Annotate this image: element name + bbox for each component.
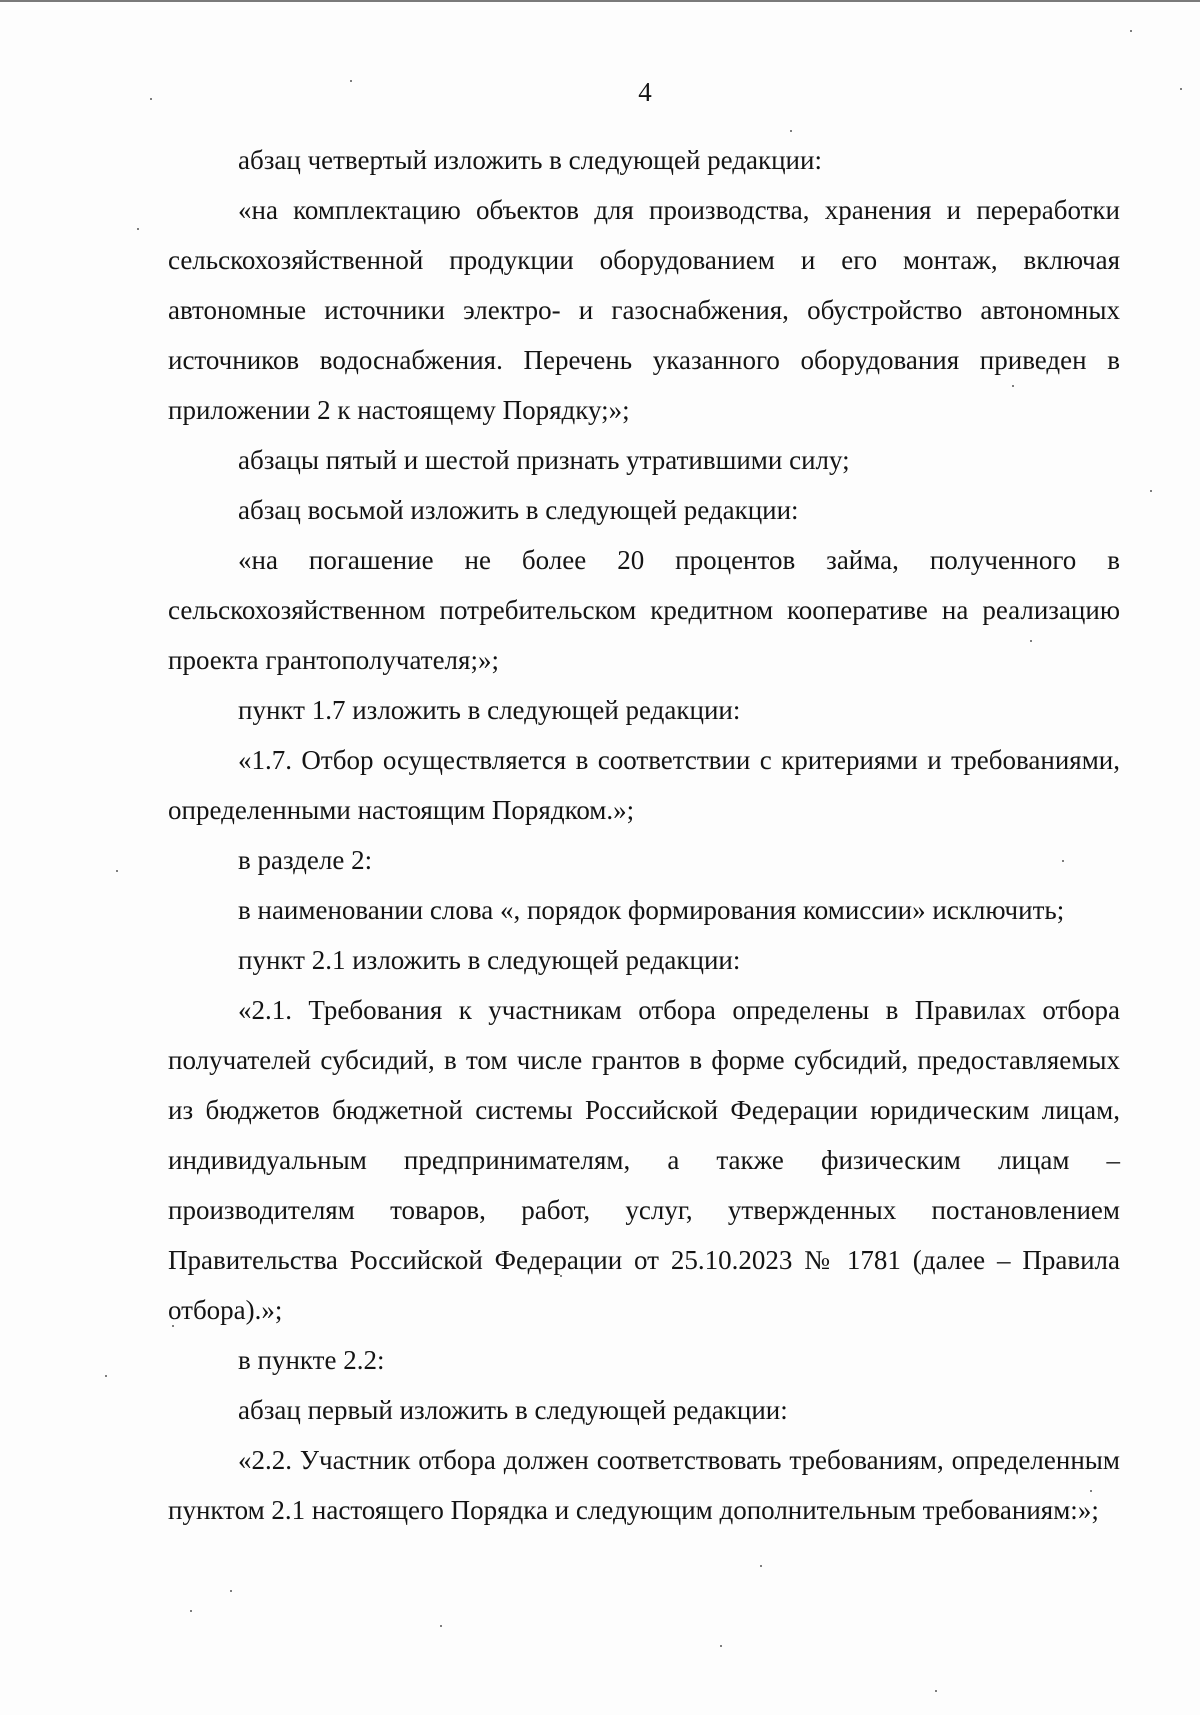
scan-speck bbox=[1180, 88, 1182, 90]
scan-speck bbox=[440, 1625, 442, 1627]
scan-speck bbox=[230, 1590, 232, 1592]
scan-speck bbox=[935, 1690, 937, 1692]
scan-speck bbox=[190, 1610, 192, 1612]
scan-speck bbox=[350, 80, 352, 82]
paragraph: пункт 1.7 изложить в следующей редакции: bbox=[238, 695, 741, 725]
scan-speck bbox=[1012, 385, 1014, 387]
document-body bbox=[168, 135, 1120, 1535]
scan-speck bbox=[137, 228, 139, 230]
scan-speck bbox=[105, 1375, 107, 1377]
scan-speck bbox=[790, 130, 792, 132]
paragraph: «на погашение не более 20 процентов займа, полученного в сельскохозяйственном потребительском кредитном кооперативе на реализацию проекта грантополучателя;»; bbox=[168, 545, 1120, 675]
paragraph: абзац восьмой изложить в следующей редакции: bbox=[238, 495, 799, 525]
scan-speck bbox=[1090, 1490, 1092, 1492]
scan-speck bbox=[760, 1565, 762, 1567]
paragraph: абзацы пятый и шестой признать утратившими силу; bbox=[238, 445, 850, 475]
page-number: 4 bbox=[638, 77, 652, 107]
paragraph: «2.2. Участник отбора должен соответствовать требованиям, определенным пунктом 2.1 настоящего Порядка и следующим дополнительным требованиям:»; bbox=[168, 1445, 1120, 1525]
paragraph: абзац первый изложить в следующей редакции: bbox=[238, 1395, 788, 1425]
paragraph: в пункте 2.2: bbox=[238, 1345, 385, 1375]
paragraph: в наименовании слова «, порядок формирования комиссии» исключить; bbox=[238, 895, 1065, 925]
paragraph: «1.7. Отбор осуществляется в соответствии с критериями и требованиями, определенными настоящим Порядком.»; bbox=[168, 745, 1120, 825]
paragraph: «на комплектацию объектов для производства, хранения и переработки сельскохозяйственной продукции оборудованием и его монтаж, включая автономные источники электро- и газоснабжения, обустройство автономных источников водоснабжения. Перечень указанного оборудования приведен в приложении 2 к настоящему Порядку;»; bbox=[168, 195, 1120, 425]
paragraph: пункт 2.1 изложить в следующей редакции: bbox=[238, 945, 741, 975]
scan-speck bbox=[1062, 860, 1064, 862]
scan-speck bbox=[560, 1275, 562, 1277]
scan-speck bbox=[1030, 640, 1032, 642]
scan-speck bbox=[150, 98, 152, 100]
scan-speck bbox=[1150, 490, 1152, 492]
scan-speck bbox=[720, 1645, 722, 1647]
page-top-edge bbox=[0, 0, 1200, 2]
paragraph: в разделе 2: bbox=[238, 845, 373, 875]
paragraph: абзац четвертый изложить в следующей редакции: bbox=[238, 145, 822, 175]
scan-speck bbox=[172, 1325, 174, 1327]
scan-speck bbox=[116, 870, 118, 872]
scan-speck bbox=[1130, 30, 1132, 32]
paragraph: «2.1. Требования к участникам отбора определены в Правилах отбора получателей субсидий, в том числе грантов в форме субсидий, предоставляемых из бюджетов бюджетной системы Российской Федерации юридическим лицам, индивидуальным предпринимателям, а также физическим лицам – производителям товаров, работ, услуг, утвержденных постановлением Правительства Российской Федерации от 25.10.2023 № 1781 (далее – Правила отбора).»; bbox=[168, 995, 1120, 1325]
